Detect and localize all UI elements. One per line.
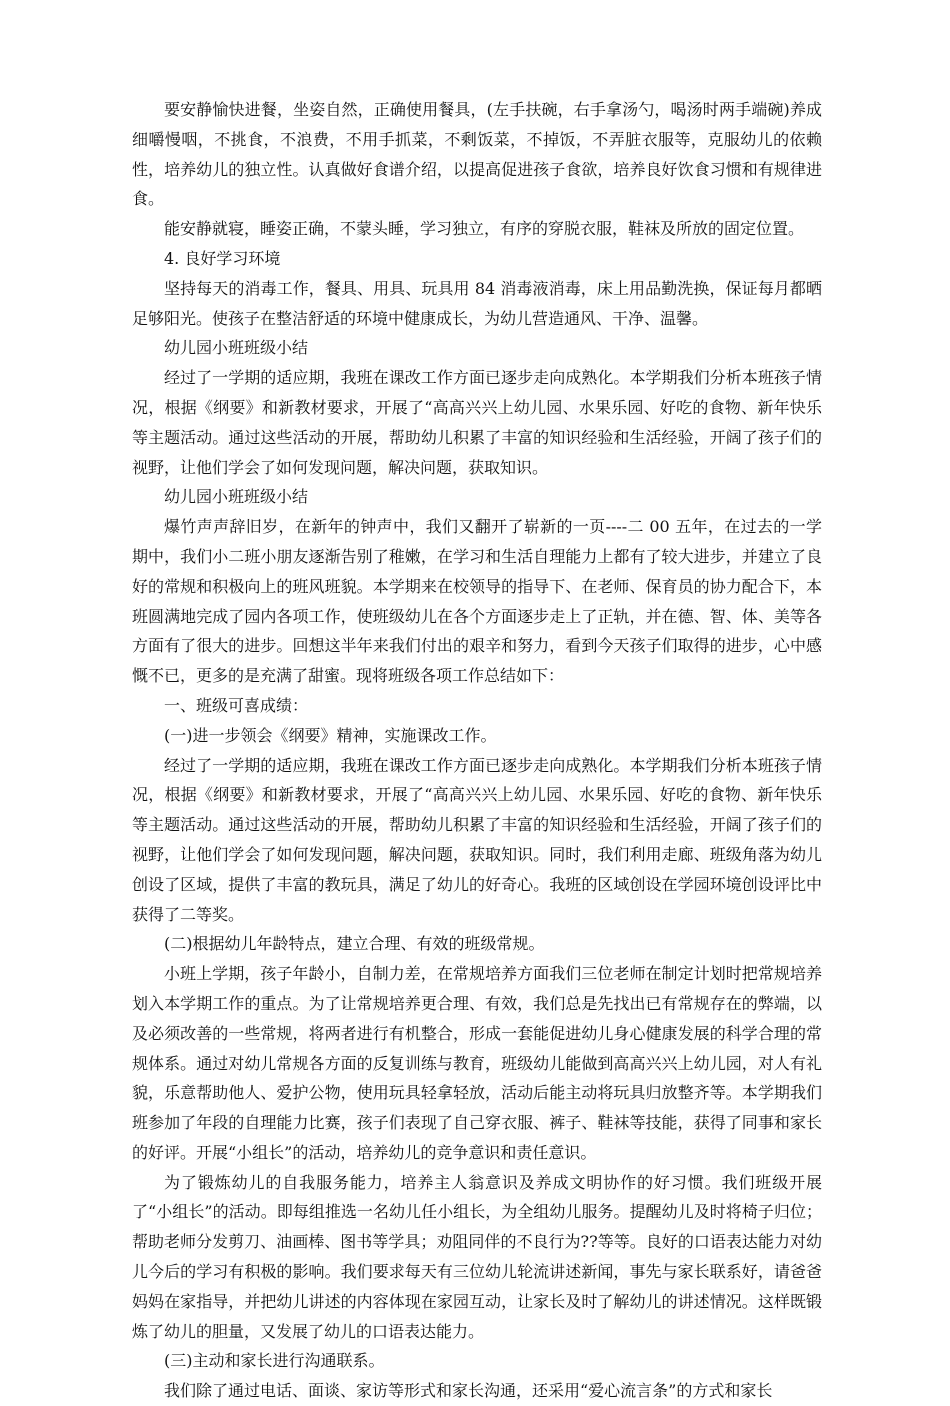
heading-achievements: 一、班级可喜成绩： bbox=[164, 695, 309, 715]
subheading-curriculum: (一)进一步领会《纲要》精神，实施课改工作。 bbox=[164, 725, 497, 745]
paragraph-disinfection: 坚持每天的消毒工作，餐具、用具、玩具用 84 消毒液消毒，床上用品勤洗换，保证每月都晒足够阳光。使孩子在整洁舒适的环境中健康成长，为幼儿营造通风、干净、温馨。 bbox=[132, 278, 822, 328]
subheading-parent-communication: (三)主动和家长进行沟通联系。 bbox=[164, 1351, 385, 1371]
heading-learning-environment: 4. 良好学习环境 bbox=[164, 248, 281, 268]
paragraph-meal-habits: 要安静愉快进餐，坐姿自然，正确使用餐具，(左手扶碗，右手拿汤勺，喝汤时两手端碗)养成细嚼慢咽，不挑食，不浪费，不用手抓菜，不剩饭菜，不掉饭，不弄脏衣服等，克服幼儿的依赖性，培养幼儿的独立性。认真做好食谱介绍，以提高促进孩子食欲，培养良好饮食习惯和有规律进食。 bbox=[132, 100, 822, 209]
paragraph-curriculum-reform-1: 经过了一学期的适应期，我班在课改工作方面已逐步走向成熟化。本学期我们分析本班孩子情况，根据《纲要》和新教材要求，开展了“高高兴兴上幼儿园、水果乐园、好吃的食物、新年快乐等主题活动。通过这些活动的开展，帮助幼儿积累了丰富的知识经验和生活经验，开阔了孩子们的视野，让他们学会了如何发现问题，解决问题，获取知识。 bbox=[132, 368, 822, 477]
paragraph-group-leader: 为了锻炼幼儿的自我服务能力，培养主人翁意识及养成文明协作的好习惯。我们班级开展了“小组长”的活动。即每组推选一名幼儿任小组长，为全组幼儿服务。提醒幼儿及时将椅子归位；帮助老师分发剪刀、油画棒、图书等学具；劝阻同伴的不良行为??等等。良好的口语表达能力对幼儿今后的学习有积极的影响。我们要求每天有三位幼儿轮流讲述新闻，事先与家长联系好，请爸爸妈妈在家指导，并把幼儿讲述的内容体现在家园互动，让家长及时了解幼儿的讲述情况。这样既锻炼了幼儿的胆量，又发展了幼儿的口语表达能力。 bbox=[132, 1172, 822, 1341]
subheading-class-routines: (二)根据幼儿年龄特点，建立合理、有效的班级常规。 bbox=[164, 934, 545, 954]
paragraph-routine-training: 小班上学期，孩子年龄小，自制力差，在常规培养方面我们三位老师在制定计划时把常规培养划入本学期工作的重点。为了让常规培养更合理、有效，我们总是先找出已有常规存在的弊端，以及必须改善的一些常规，将两者进行有机整合，形成一套能促进幼儿身心健康发展的科学合理的常规体系。通过对幼儿常规各方面的反复训练与教育，班级幼儿能做到高高兴兴上幼儿园，对人有礼貌，乐意帮助他人、爱护公物，使用玩具轻拿轻放，活动后能主动将玩具归放整齐等。本学期我们班参加了年段的自理能力比赛，孩子们表现了自己穿衣服、裤子、鞋袜等技能，获得了同事和家长的好评。开展“小组长”的活动，培养幼儿的竞争意识和责任意识。 bbox=[132, 964, 822, 1162]
paragraph-curriculum-reform-2: 经过了一学期的适应期，我班在课改工作方面已逐步走向成熟化。本学期我们分析本班孩子情况，根据《纲要》和新教材要求，开展了“高高兴兴上幼儿园、水果乐园、好吃的食物、新年快乐等主题活动。通过这些活动的开展，帮助幼儿积累了丰富的知识经验和生活经验，开阔了孩子们的视野，让他们学会了如何发现问题，解决问题，获取知识。同时，我们利用走廊、班级角落为幼儿创设了区域，提供了丰富的教玩具，满足了幼儿的好奇心。我班的区域创设在学园环境创设评比中获得了二等奖。 bbox=[132, 755, 822, 924]
paragraph-sleep-habits: 能安静就寝，睡姿正确，不蒙头睡，学习独立，有序的穿脱衣服，鞋袜及所放的固定位置。 bbox=[164, 219, 805, 239]
paragraph-parent-communication: 我们除了通过电话、面谈、家访等形式和家长沟通，还采用“爱心流言条”的方式和家长 bbox=[164, 1381, 773, 1401]
document-body bbox=[132, 95, 822, 1406]
heading-class-summary-1: 幼儿园小班班级小结 bbox=[164, 338, 309, 358]
heading-class-summary-2: 幼儿园小班班级小结 bbox=[164, 487, 309, 507]
paragraph-new-year-intro: 爆竹声声辞旧岁，在新年的钟声中，我们又翻开了崭新的一页----二 00 五年，在过去的一学期中，我们小二班小朋友逐渐告别了稚嫩，在学习和生活自理能力上都有了较大进步，并建立了良好的常规和积极向上的班风班貌。本学期来在校领导的指导下、在老师、保育员的协力配合下，本班圆满地完成了园内各项工作，使班级幼儿在各个方面逐步走上了正轨，并在德、智、体、美等各方面有了很大的进步。回想这半年来我们付出的艰辛和努力，看到今天孩子们取得的进步，心中感慨不已，更多的是充满了甜蜜。现将班级各项工作总结如下： bbox=[132, 517, 822, 686]
